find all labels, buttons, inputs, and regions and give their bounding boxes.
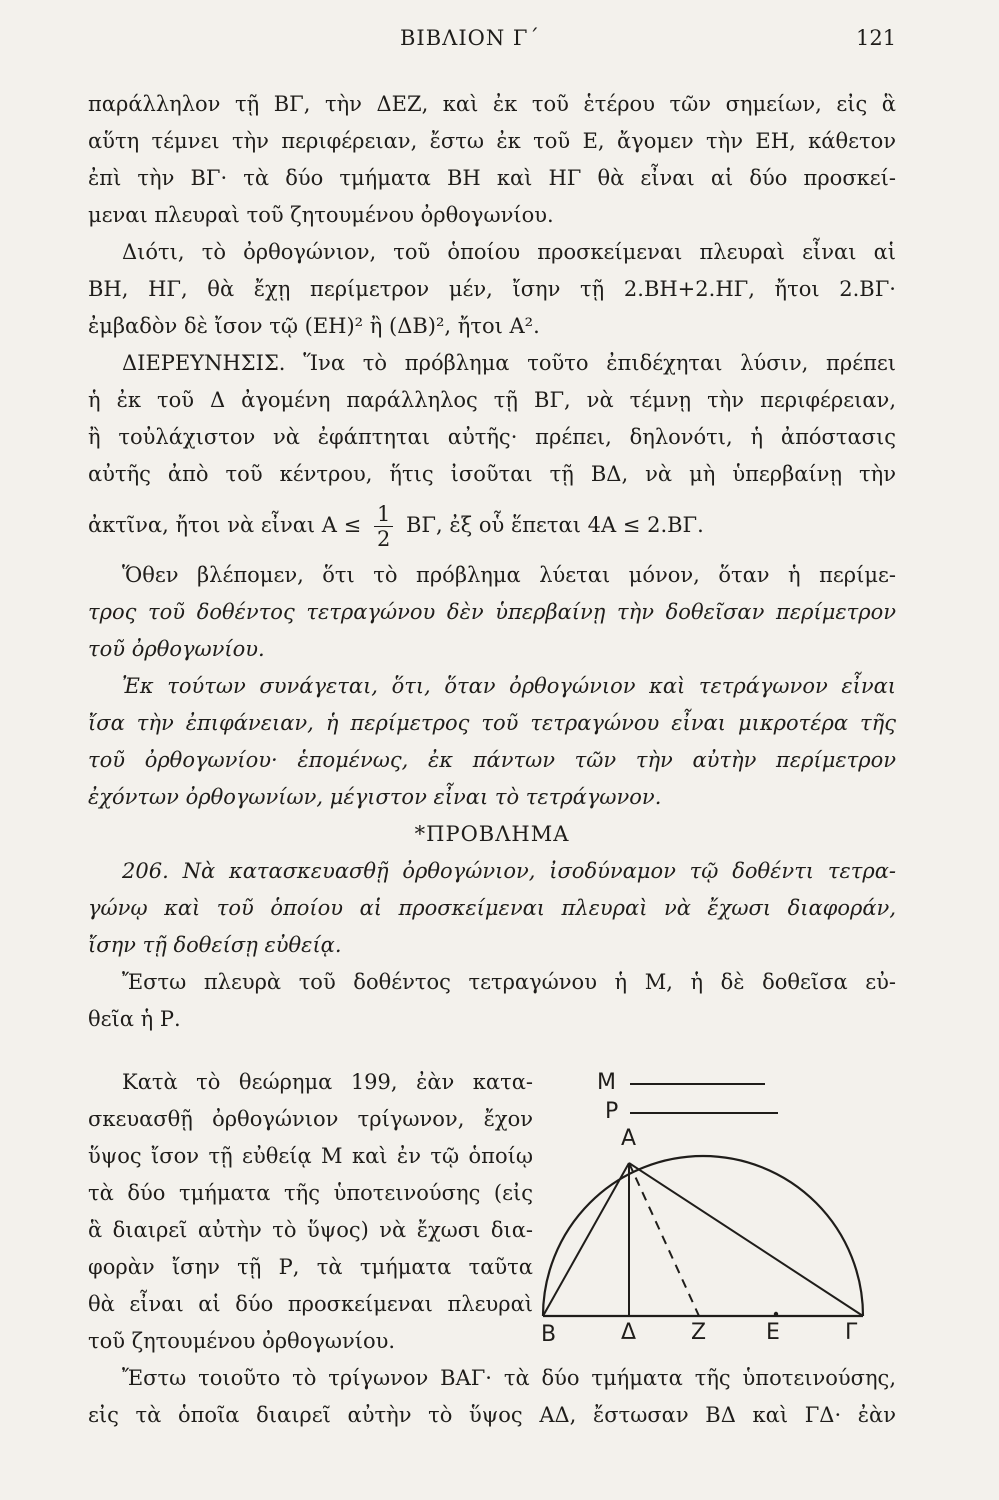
text-line: τρος τοῦ δοθέντος τετραγώνου δὲν ὑπερβαίνῃ τὴν δοθεῖσαν περίμετρον xyxy=(88,600,896,624)
problem-line: 206. Νὰ κατασκευασθῇ ὀρθογώνιον, ἰσοδύναμον τῷ δοθέντι τετρα- xyxy=(122,859,896,883)
text-line: ἐπὶ τὴν ΒΓ· τὰ δύο τμήματα ΒΗ καὶ ΗΓ θὰ εἶναι αἱ δύο προσκεί- xyxy=(88,166,896,190)
label-d: Δ xyxy=(621,1320,637,1345)
text-line: παράλληλον τῇ ΒΓ, τὴν ΔΕΖ, καὶ ἐκ τοῦ ἑτέρου τῶν σημείων, εἰς ἃ xyxy=(88,92,896,116)
fraction-line-before: ἀκτῖνα, ἤτοι νὰ εἶναι Α ≤ xyxy=(88,513,362,537)
text-line: τὰ δύο τμήματα τῆς ὑποτεινούσης (εἰς xyxy=(88,1181,533,1205)
text-line: θὰ εἶναι αἱ δύο προσκείμεναι πλευραὶ xyxy=(88,1292,533,1316)
text-line: αὕτη τέμνει τὴν περιφέρειαν, ἔστω ἐκ τοῦ Ε, ἄγομεν τὴν ΕΗ, κάθετον xyxy=(88,129,896,153)
text-line xyxy=(88,557,896,594)
label-g: Γ xyxy=(845,1320,858,1345)
text-line: ἃ διαιρεῖ αὐτὴν τὸ ὕψος) νὰ ἔχωσι δια- xyxy=(88,1218,533,1242)
fraction-line-after: ΒΓ, ἐξ οὗ ἕπεται 4Α ≤ 2.ΒΓ. xyxy=(406,513,704,537)
text-line: ἡ ἐκ τοῦ Δ ἀγομένη παράλληλος τῇ ΒΓ, νὰ τέμνῃ τὴν περιφέρειαν, xyxy=(88,388,896,412)
problem-heading: *ΠΡΟΒΛΗΜΑ xyxy=(414,822,570,846)
main-text xyxy=(88,86,896,1038)
semicircle-diagram xyxy=(535,1064,895,1344)
label-b: B xyxy=(541,1322,557,1347)
text-line: Κατὰ τὸ θεώρημα 199, ἐὰν κατα- xyxy=(122,1070,533,1094)
text-line: ἐμβαδὸν δὲ ἴσον τῷ (ΕΗ)² ἢ (ΔΒ)², ἤτοι Α². xyxy=(88,314,540,338)
text-line-content: Ὅθεν βλέπομεν, ὅτι τὸ πρόβλημα λύεται μόνον, ὅταν ἡ περίμε- xyxy=(122,563,896,587)
text-line: φορὰν ἴσην τῇ Ρ, τὰ τμήματα ταῦτα xyxy=(88,1255,533,1279)
label-m: M xyxy=(597,1070,616,1095)
text-line: εἰς τὰ ὁποῖα διαιρεῖ αὐτὴν τὸ ὕψος ΑΔ, ἔστωσαν ΒΔ καὶ ΓΔ· ἐὰν xyxy=(88,1403,896,1427)
text-line: θεῖα ἡ Ρ. xyxy=(88,1007,181,1031)
running-title: ΒΙΒΛΙΟΝ Γ΄ xyxy=(400,26,540,50)
label-e: E xyxy=(766,1320,780,1345)
text-line: Ἔστω πλευρὰ τοῦ δοθέντος τετραγώνου ἡ Μ, ἡ δὲ δοθεῖσα εὐ- xyxy=(122,970,896,994)
point-e xyxy=(774,1312,778,1316)
text-line: Διότι, τὸ ὀρθογώνιον, τοῦ ὁποίου προσκείμεναι πλευραὶ εἶναι αἱ xyxy=(122,240,896,264)
fraction xyxy=(374,502,393,551)
side-ab xyxy=(543,1163,629,1316)
text-line: μεναι πλευραὶ τοῦ ζητουμένου ὀρθογωνίου. xyxy=(88,203,554,227)
text-line: ἴσα τὴν ἐπιφάνειαν, ἡ περίμετρος τοῦ τετραγώνου εἶναι μικροτέρα τῆς xyxy=(88,711,896,735)
text-line: τοῦ ζητουμένου ὀρθογωνίου. xyxy=(88,1329,396,1353)
text-line: αὐτῆς ἀπὸ τοῦ κέντρου, ἥτις ἰσοῦται τῇ ΒΔ, νὰ μὴ ὑπερβαίνῃ τὴν xyxy=(88,462,896,486)
text-line: Ἔστω τοιοῦτο τὸ τρίγωνον ΒΑΓ· τὰ δύο τμήματα τῆς ὑποτεινούσης, xyxy=(122,1366,896,1390)
geometry-figure xyxy=(535,1064,895,1347)
text-line: ὕψος ἴσον τῇ εὐθείᾳ Μ καὶ ἐν τῷ ὁποίῳ xyxy=(88,1144,533,1168)
fraction-line xyxy=(88,493,896,557)
problem-line: γώνῳ καὶ τοῦ ὁποίου αἱ προσκείμεναι πλευραὶ νὰ ἔχωσι διαφοράν, xyxy=(88,896,896,920)
fraction-numerator: 1 xyxy=(374,502,393,527)
text-line: σκευασθῇ ὀρθογώνιον τρίγωνον, ἔχον xyxy=(88,1107,533,1131)
text-line: τοῦ ὀρθογωνίου. xyxy=(88,637,265,661)
text-line: ἢ τοὐλάχιστον νὰ ἐφάπτηται αὐτῆς· πρέπει, δηλονότι, ἡ ἀπόστασις xyxy=(88,425,896,449)
text-line: ἐχόντων ὀρθογωνίων, μέγιστον εἶναι τὸ τετράγωνον. xyxy=(88,785,662,809)
left-column-text xyxy=(88,1064,533,1360)
page-number: 121 xyxy=(856,26,897,50)
label-p: P xyxy=(605,1099,619,1124)
text-line: τοῦ ὀρθογωνίου· ἑπομένως, ἐκ πάντων τῶν τὴν αὐτὴν περίμετρον xyxy=(88,748,896,772)
problem-line: ἴσην τῇ δοθείσῃ εὐθείᾳ. xyxy=(88,933,342,957)
text-line: Ἐκ τούτων συνάγεται, ὅτι, ὅταν ὀρθογώνιον καὶ τετράγωνον εἶναι xyxy=(122,674,896,698)
final-text xyxy=(88,1360,896,1434)
semicircle-arc xyxy=(543,1156,863,1316)
label-a: A xyxy=(621,1126,637,1151)
text-line: ΒΗ, ΗΓ, θὰ ἔχῃ περίμετρον μέν, ἴσην τῇ 2.ΒΗ+2.ΗΓ, ἤτοι 2.ΒΓ· xyxy=(88,277,896,301)
text-line: ΔΙΕΡΕΥΝΗΣΙΣ. Ἵνα τὸ πρόβλημα τοῦτο ἐπιδέχηται λύσιν, πρέπει xyxy=(122,351,896,375)
fraction-denominator: 2 xyxy=(376,527,391,551)
page-header xyxy=(0,26,999,56)
label-z: Z xyxy=(691,1320,707,1345)
